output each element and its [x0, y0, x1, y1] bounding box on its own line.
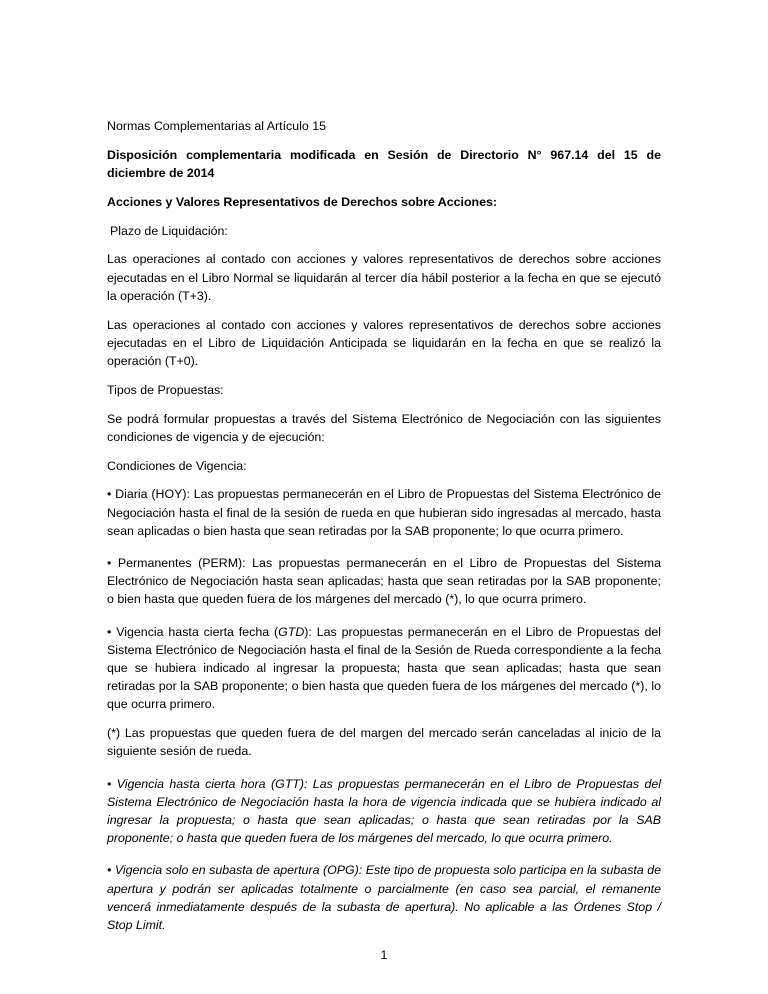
document-page [107, 117, 661, 945]
settlement-heading: Plazo de Liquidación: [110, 223, 228, 238]
item-daily: • Diaria (HOY): Las propuestas permanecerán en el Libro de Propuestas del Sistema Electrónico de Negociación hasta el final de la sesión de rueda en que hubieran sido ingresadas al mercado, hasta sean aplicadas o bien hasta que sean retiradas por la SAB proponente; lo que ocurra primero. [107, 487, 661, 538]
document-heading: Normas Complementarias al Artículo 15 [107, 119, 326, 133]
footnote: (*) Las propuestas que queden fuera de del margen del mercado serán canceladas al inicio de la siguiente sesión de rueda. [107, 726, 661, 759]
proposal-types-heading: Tipos de Propuestas: [107, 382, 224, 397]
settlement-paragraph-2: Las operaciones al contado con acciones y valores representativos de derechos sobre acciones ejecutadas en el Libro de Liquidación Anticipada se liquidarán en la fecha en que se realizó la operación (T+0). [107, 317, 661, 368]
section-title: Acciones y Valores Representativos de Derechos sobre Acciones: [107, 194, 498, 209]
settlement-paragraph-1: Las operaciones al contado con acciones y valores representativos de derechos sobre acciones ejecutadas en el Libro Normal se liquidarán al tercer día hábil posterior a la fecha en que se ejecutó la operación (T+3). [107, 252, 661, 303]
item-gtd [107, 623, 661, 714]
proposal-types-intro: Se podrá formular propuestas a través del Sistema Electrónico de Negociación con las siguientes condiciones de vigencia y de ejecución: [107, 411, 661, 444]
disposition-title: Disposición complementaria modificada en Sesión de Directorio N° 967.14 del 15 de diciembre de 2014 [107, 147, 661, 180]
item-permanent: • Permanentes (PERM): Las propuestas permanecerán en el Libro de Propuestas del Sistema Electrónico de Negociación hasta sean aplicadas; hasta que sean retiradas por la SAB proponente; o bien hasta que queden fuera de los márgenes del mercado (*), lo que ocurra primero. [107, 556, 661, 607]
page-number: 1 [380, 948, 388, 962]
item-gtd-rest: ): Las propuestas permanecerán en el Libro de Propuestas del Sistema Electrónico de Negociación hasta el final de la Sesión de Rueda correspondiente a la fecha que se hubiera indicado al ingresar la propuesta; hasta que sean aplicadas; hasta que sean retiradas por la SAB proponente; o bien hasta que queden fuera de los márgenes del mercado (*), lo que ocurra primero. [107, 624, 661, 712]
item-gtd-code: GTD [278, 624, 305, 639]
item-gtd-prefix: • Vigencia hasta cierta fecha ( [107, 624, 279, 639]
item-gtt: • Vigencia hasta cierta hora (GTT): Las propuestas permanecerán en el Libro de Propuestas del Sistema Electrónico de Negociación hasta la hora de vigencia indicada que se hubiera indicado al ingresar la propuesta; o hasta que sean aplicadas; o hasta que sean retiradas por la SAB proponente; o hasta que queden fuera de los márgenes del mercado, lo que ocurra primero. [107, 776, 661, 846]
validity-heading: Condiciones de Vigencia: [107, 458, 247, 473]
item-opg: • Vigencia solo en subasta de apertura (OPG): Este tipo de propuesta solo participa en la subasta de apertura y podrán ser aplicadas totalmente o parcialmente (en caso sea parcial, el remanente vencerá inmediatamente después de la subasta de apertura). No aplicable a las Órdenes Stop / Stop Limit. [107, 863, 661, 933]
